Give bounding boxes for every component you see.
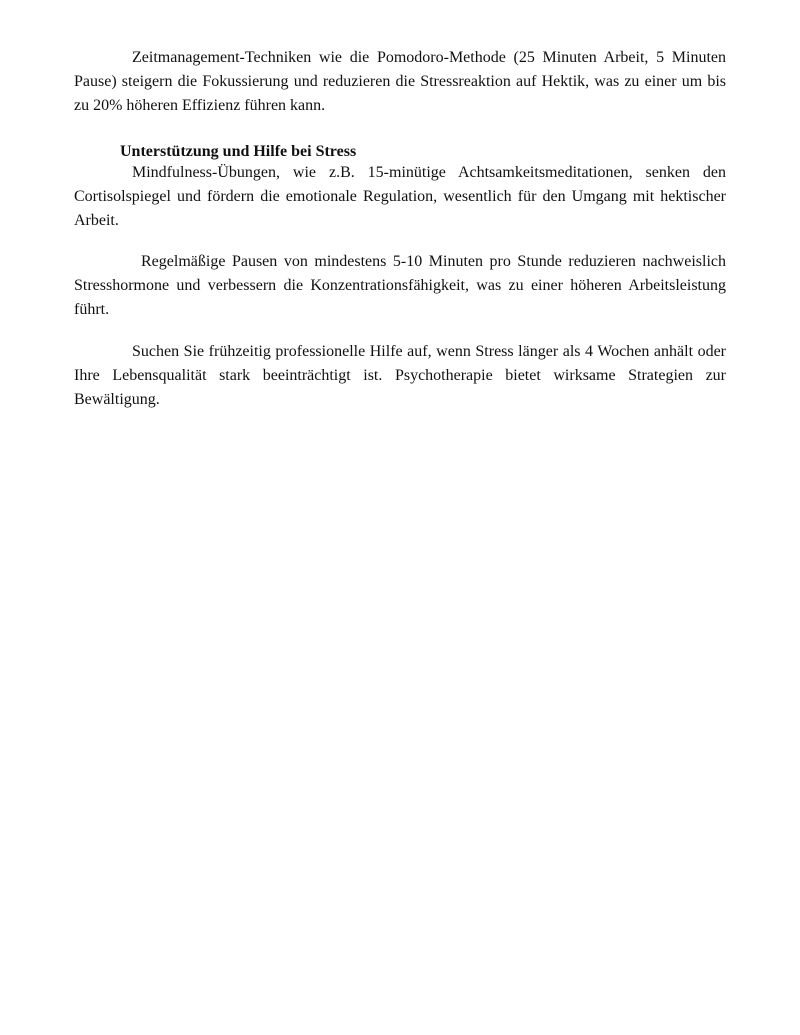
paragraph-time-management: Zeitmanagement-Techniken wie die Pomodoro-Methode (25 Minuten Arbeit, 5 Minuten Pause) steigern die Fokussierung und reduzieren die Stressreaktion auf Hektik, was zu einer um bis zu 20% höheren Effizienz führen kann.	[74, 49, 726, 114]
paragraph-professional-help: Suchen Sie frühzeitig professionelle Hilfe auf, wenn Stress länger als 4 Wochen anhält oder Ihre Lebensqualität stark beeinträchtigt ist. Psychotherapie bietet wirksame Strategien zur Bewältigung.	[74, 343, 726, 408]
paragraph-mindfulness: Mindfulness-Übungen, wie z.B. 15-minütige Achtsamkeitsmeditationen, senken den Cortisolspiegel und fördern die emotionale Regulation, wesentlich für den Umgang mit hektischer Arbeit.	[74, 164, 726, 229]
paragraph-breaks: Regelmäßige Pausen von mindestens 5-10 Minuten pro Stunde reduzieren nachweislich Stresshormone und verbessern die Konzentrationsfähigkeit, was zu einer höheren Arbeitsleistung führt.	[74, 253, 726, 318]
section-heading: Unterstützung und Hilfe bei Stress	[120, 143, 357, 160]
